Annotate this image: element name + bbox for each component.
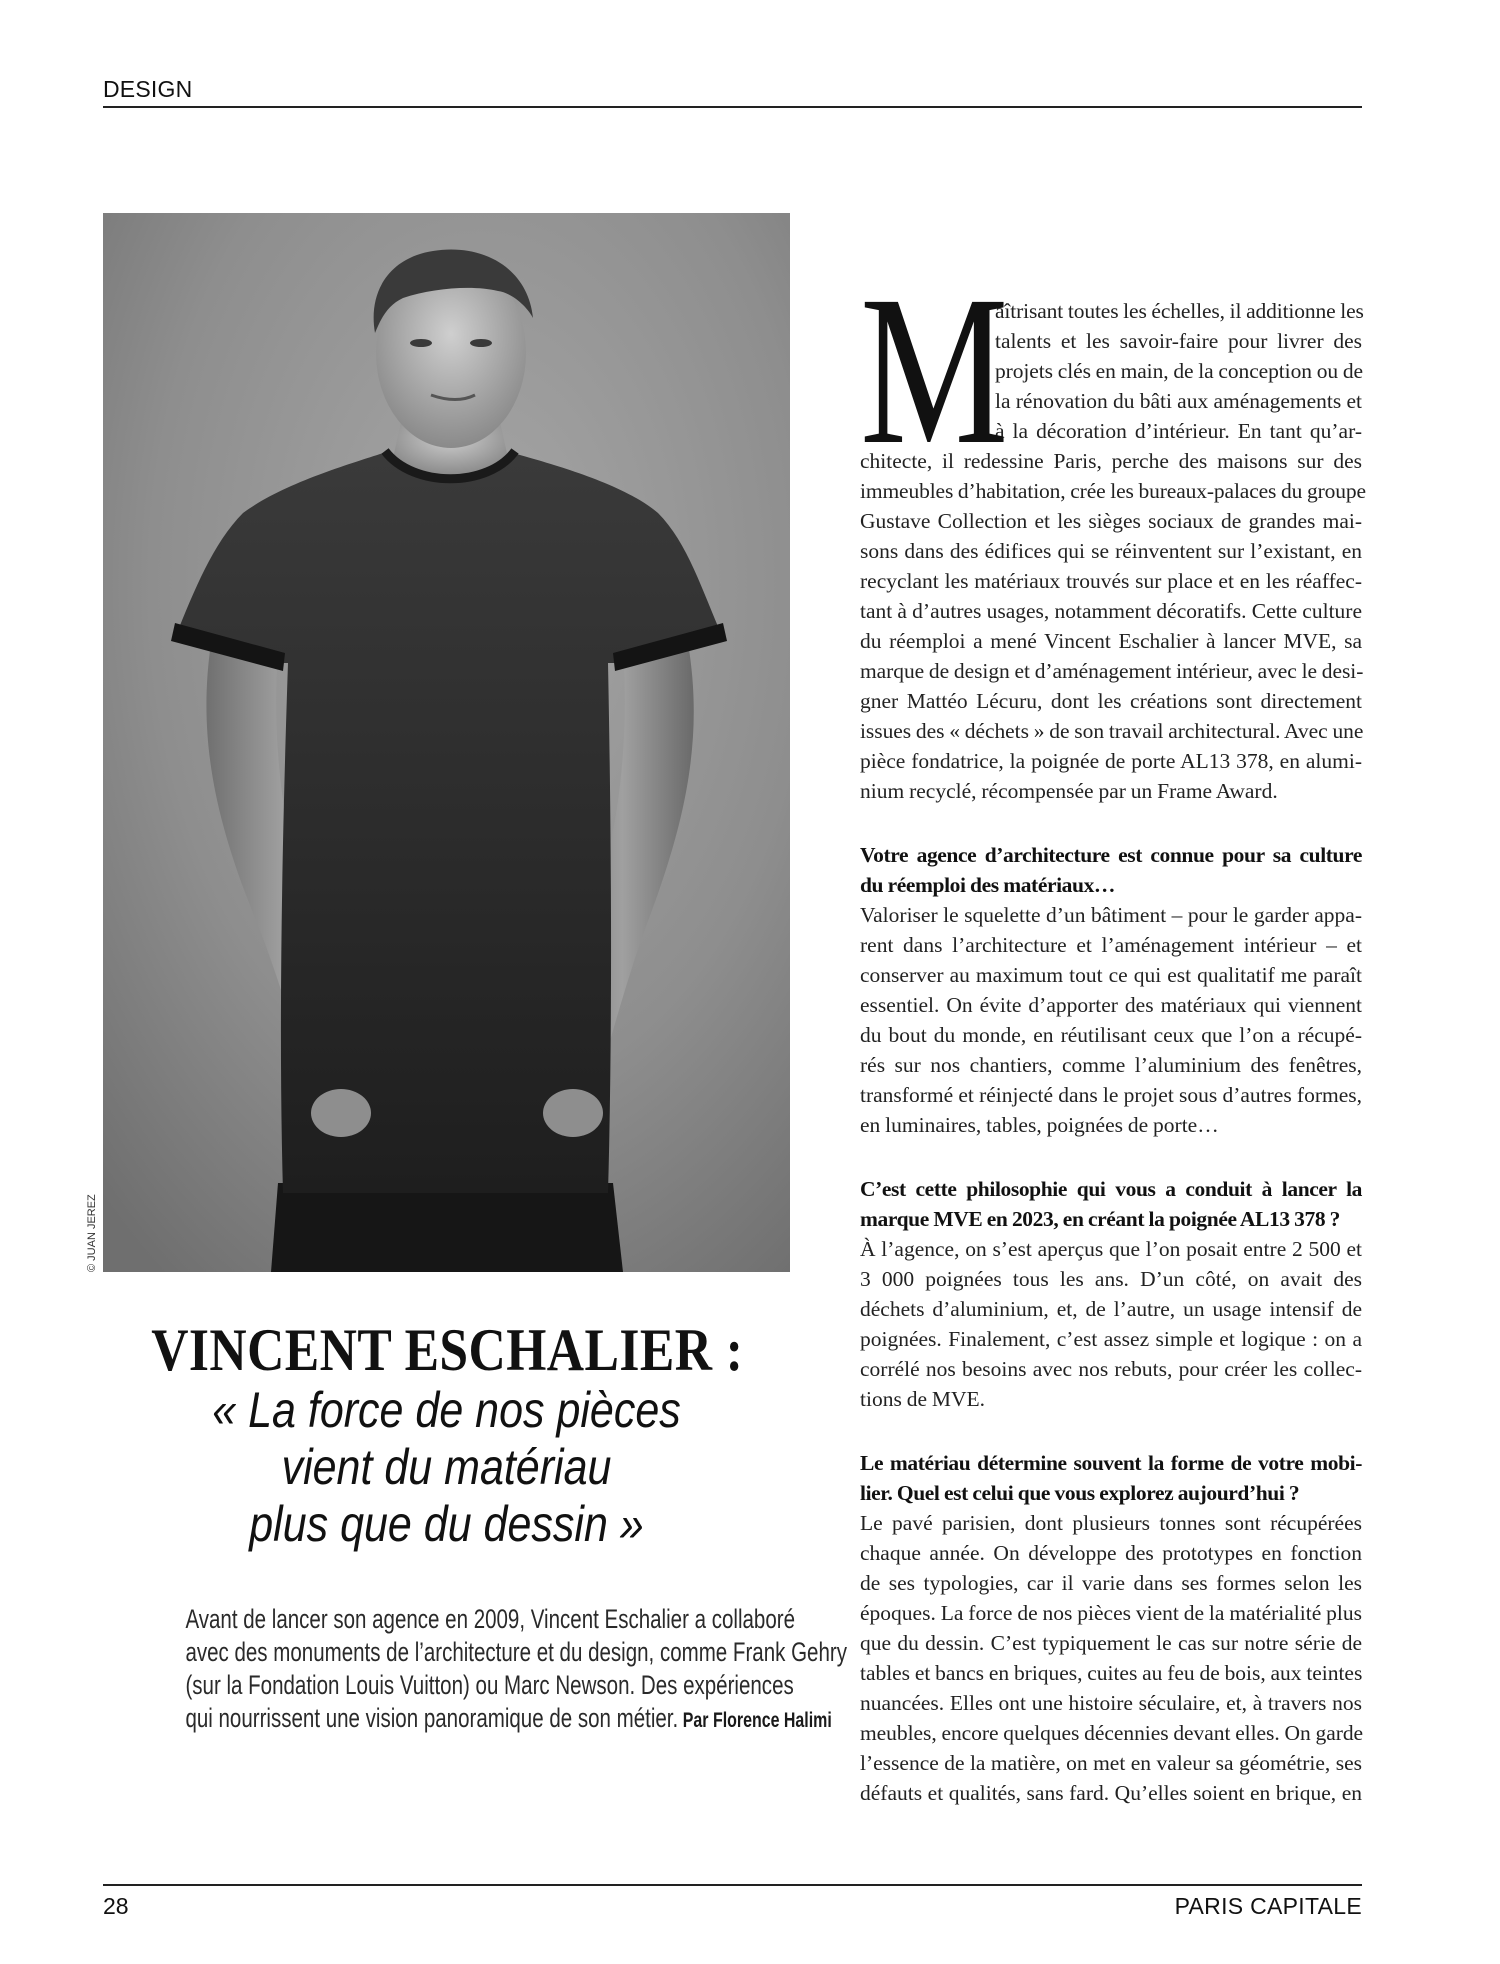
- answer-line: de ses typologies, car il varie dans ses formes selon les: [860, 1571, 1362, 1595]
- answer-line: que du dessin. C’est typiquement le cas sur notre série de: [860, 1631, 1362, 1655]
- answer-line: transformé et réinjecté dans le projet sous d’autres formes,: [860, 1083, 1362, 1107]
- paragraph-gap: [860, 1140, 1362, 1174]
- portrait-photo: [103, 213, 790, 1272]
- qa-block: [860, 1448, 1362, 1808]
- answer-line: Valoriser le squelette d’un bâtiment – pour le garder appa-: [860, 903, 1362, 927]
- body-line: gner Mattéo Lécuru, dont les créations sont directement: [860, 689, 1362, 713]
- body-line: aîtrisant toutes les échelles, il additionne les: [995, 299, 1364, 323]
- body-line: du réemploi a mené Vincent Eschalier à lancer MVE, sa: [860, 629, 1362, 653]
- quote-line: plus que du dessin »: [249, 1496, 644, 1552]
- page-number: 28: [103, 1893, 129, 1919]
- question-line: Le matériau détermine souvent la forme de votre mobi-: [860, 1451, 1362, 1475]
- photo-credit: © JUAN JEREZ: [86, 1194, 98, 1272]
- header-rule: [103, 106, 1362, 108]
- answer: [860, 900, 1362, 1140]
- answer-line: conserver au maximum tout ce qui est qualitatif me paraît: [860, 963, 1362, 987]
- answer-line: chaque année. On développe des prototypes en fonction: [860, 1541, 1362, 1565]
- question-line: du réemploi des matériaux…: [860, 873, 1116, 897]
- qa-block: [860, 1174, 1362, 1414]
- body-line: pièce fondatrice, la poignée de porte AL13 378, en alumi-: [860, 749, 1362, 773]
- body-line: immeubles d’habitation, crée les bureaux-palaces du groupe: [860, 479, 1366, 503]
- standfirst: [103, 1603, 847, 1737]
- byline: Par Florence Halimi: [682, 1709, 832, 1732]
- answer-line: défauts et qualités, sans fard. Qu’elles soient en brique, en: [860, 1781, 1362, 1805]
- answer-line: l’essence de la matière, on met en valeur sa géométrie, ses: [860, 1751, 1362, 1775]
- body-line: Gustave Collection et les sièges sociaux de grandes mai-: [860, 509, 1362, 533]
- answer-line: rent dans l’architecture et l’aménagement intérieur – et: [860, 933, 1362, 957]
- article-body: [860, 252, 1366, 1808]
- question: [860, 840, 1362, 900]
- body-line: nium recyclé, récompensée par un Frame Award.: [860, 779, 1278, 803]
- body-line: à la décoration d’intérieur. En tant qu’ar-: [995, 419, 1362, 443]
- body-line: sons dans des édifices qui se réinventent sur l’existant, en: [860, 539, 1362, 563]
- standfirst-line: Avant de lancer son agence en 2009, Vincent Eschalier a collaboré: [185, 1604, 796, 1634]
- quote-line: « La force de nos pièces: [212, 1382, 681, 1438]
- question-line: marque MVE en 2023, en créant la poignée AL13 378 ?: [860, 1207, 1341, 1231]
- body-line: marque de design et d’aménagement intérieur, avec le desi-: [860, 659, 1364, 683]
- answer-line: 3 000 poignées tous les ans. D’un côté, on avait des: [860, 1267, 1362, 1291]
- body-line: recyclant les matériaux trouvés sur place et en les réaffec-: [860, 569, 1362, 593]
- answer-line: époques. La force de nos pièces vient de la matérialité plus: [860, 1601, 1362, 1625]
- body-line: talents et les savoir-faire pour livrer des: [995, 329, 1362, 353]
- answer-line: Le pavé parisien, dont plusieurs tonnes sont récupérées: [860, 1511, 1362, 1535]
- standfirst-line: avec des monuments de l’architecture et du design, comme Frank Gehry: [185, 1637, 847, 1667]
- answer-line: poignées. Finalement, c’est assez simple et logique : on a: [860, 1327, 1362, 1351]
- answer-line: À l’agence, on s’est aperçus que l’on posait entre 2 500 et: [860, 1237, 1362, 1261]
- question-line: lier. Quel est celui que vous explorez aujourd’hui ?: [860, 1481, 1300, 1505]
- photo-trousers: [271, 1183, 623, 1272]
- answer: [860, 1508, 1362, 1808]
- body-line: projets clés en main, de la conception ou de: [995, 359, 1363, 383]
- headline: [103, 1318, 790, 1382]
- standfirst-line: (sur la Fondation Louis Vuitton) ou Marc Newson. Des expériences: [185, 1670, 794, 1700]
- quote-line: vient du matériau: [281, 1439, 612, 1495]
- paragraph-gap: [860, 1414, 1362, 1448]
- question-line: C’est cette philosophie qui vous a conduit à lancer la: [860, 1177, 1362, 1201]
- standfirst-line: qui nourrissent une vision panoramique de son métier.: [185, 1703, 679, 1733]
- body-line: tant à d’autres usages, notamment décoratifs. Cette culture: [860, 599, 1362, 623]
- answer-line: rés sur nos chantiers, comme l’aluminium des fenêtres,: [860, 1053, 1362, 1077]
- question: [860, 1448, 1362, 1508]
- question: [860, 1174, 1362, 1234]
- answer-line: tables et bancs en briques, cuites au feu de bois, aux teintes: [860, 1661, 1363, 1685]
- standfirst-line-with-byline: [185, 1702, 832, 1737]
- section-label: DESIGN: [103, 76, 193, 102]
- body-line: chitecte, il redessine Paris, perche des maisons sur des: [860, 449, 1362, 473]
- answer: [860, 1234, 1362, 1414]
- qa-block: [860, 840, 1362, 1140]
- body-line: issues des « déchets » de son travail architectural. Avec une: [860, 719, 1364, 743]
- answer-line: nuancées. Elles ont une histoire séculaire, et, à travers nos: [860, 1691, 1362, 1715]
- body-line: la rénovation du bâti aux aménagements et: [995, 389, 1362, 413]
- answer-line: tions de MVE.: [860, 1387, 986, 1411]
- answer-line: corrélé nos besoins avec nos rebuts, pour créer les collec-: [860, 1357, 1362, 1381]
- answer-line: déchets d’aluminium, et, de l’autre, un usage intensif de: [860, 1297, 1362, 1321]
- paragraph-gap: [860, 806, 1362, 840]
- answer-line: meubles, encore quelques décennies devant elles. On garde: [860, 1721, 1364, 1745]
- magazine-name: PARIS CAPITALE: [1174, 1893, 1362, 1919]
- answer-line: en luminaires, tables, poignées de porte…: [860, 1113, 1219, 1137]
- question-line: Votre agence d’architecture est connue pour sa culture: [860, 843, 1362, 867]
- headline-quote: [103, 1382, 790, 1553]
- interview-qa: [860, 806, 1362, 1808]
- answer-line: du bout du monde, en réutilisant ceux que l’on a récupé-: [860, 1023, 1362, 1047]
- drop-cap: M: [860, 252, 1009, 489]
- headline-title: VINCENT ESCHALIER :: [151, 1317, 744, 1383]
- footer-rule: [103, 1884, 1362, 1886]
- answer-line: essentiel. On évite d’apporter des matériaux qui viennent: [860, 993, 1362, 1017]
